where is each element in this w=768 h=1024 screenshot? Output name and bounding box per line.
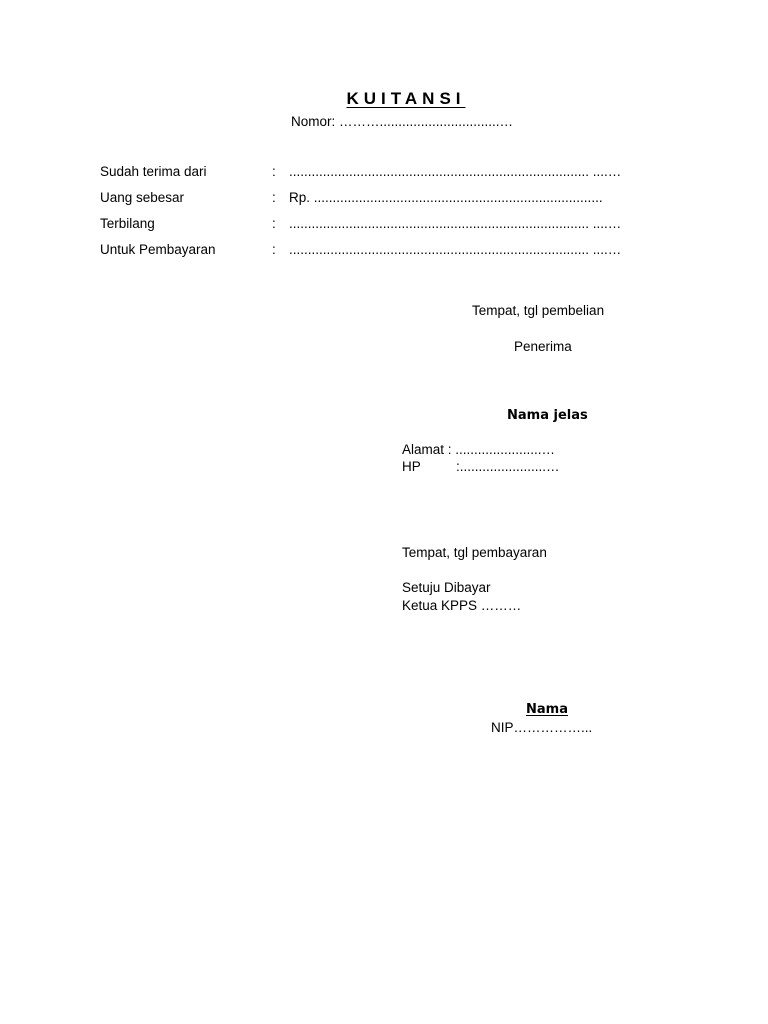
field-label-amount: Uang sebesar [100, 190, 185, 205]
field-colon: : [272, 190, 276, 205]
field-colon: : [272, 242, 276, 257]
field-colon: : [272, 164, 276, 179]
receiver-name: Nama jelas [507, 408, 588, 423]
field-label-amount-in-words: Terbilang [100, 216, 155, 231]
receiver-phone-value: :.......................… [456, 459, 560, 474]
field-label-received-from: Sudah terima dari [100, 164, 207, 179]
kpps-chair: Ketua KPPS ……… [402, 598, 522, 613]
field-value-payment-for: ................................................................................ ....… [289, 242, 622, 257]
receipt-number: Nomor: ………................................… [291, 114, 514, 129]
approver-name: Nama [526, 702, 568, 717]
field-colon: : [272, 216, 276, 231]
field-value-amount-in-words: ................................................................................ ....… [289, 216, 622, 231]
receiver-address: Alamat : .......................… [402, 442, 556, 457]
purchase-place-date: Tempat, tgl pembelian [472, 303, 605, 318]
payment-place-date: Tempat, tgl pembayaran [402, 545, 547, 560]
document-title: KUITANSI [346, 89, 466, 108]
field-label-payment-for: Untuk Pembayaran [100, 242, 216, 257]
approval-text: Setuju Dibayar [402, 580, 491, 595]
receiver-phone-label: HP [402, 459, 421, 474]
field-value-received-from: ................................................................................ ....… [289, 164, 622, 179]
approver-nip: NIP……………... [491, 720, 593, 735]
field-value-amount: Rp. ............................................................................. [289, 190, 603, 205]
receiver-role: Penerima [514, 339, 572, 354]
